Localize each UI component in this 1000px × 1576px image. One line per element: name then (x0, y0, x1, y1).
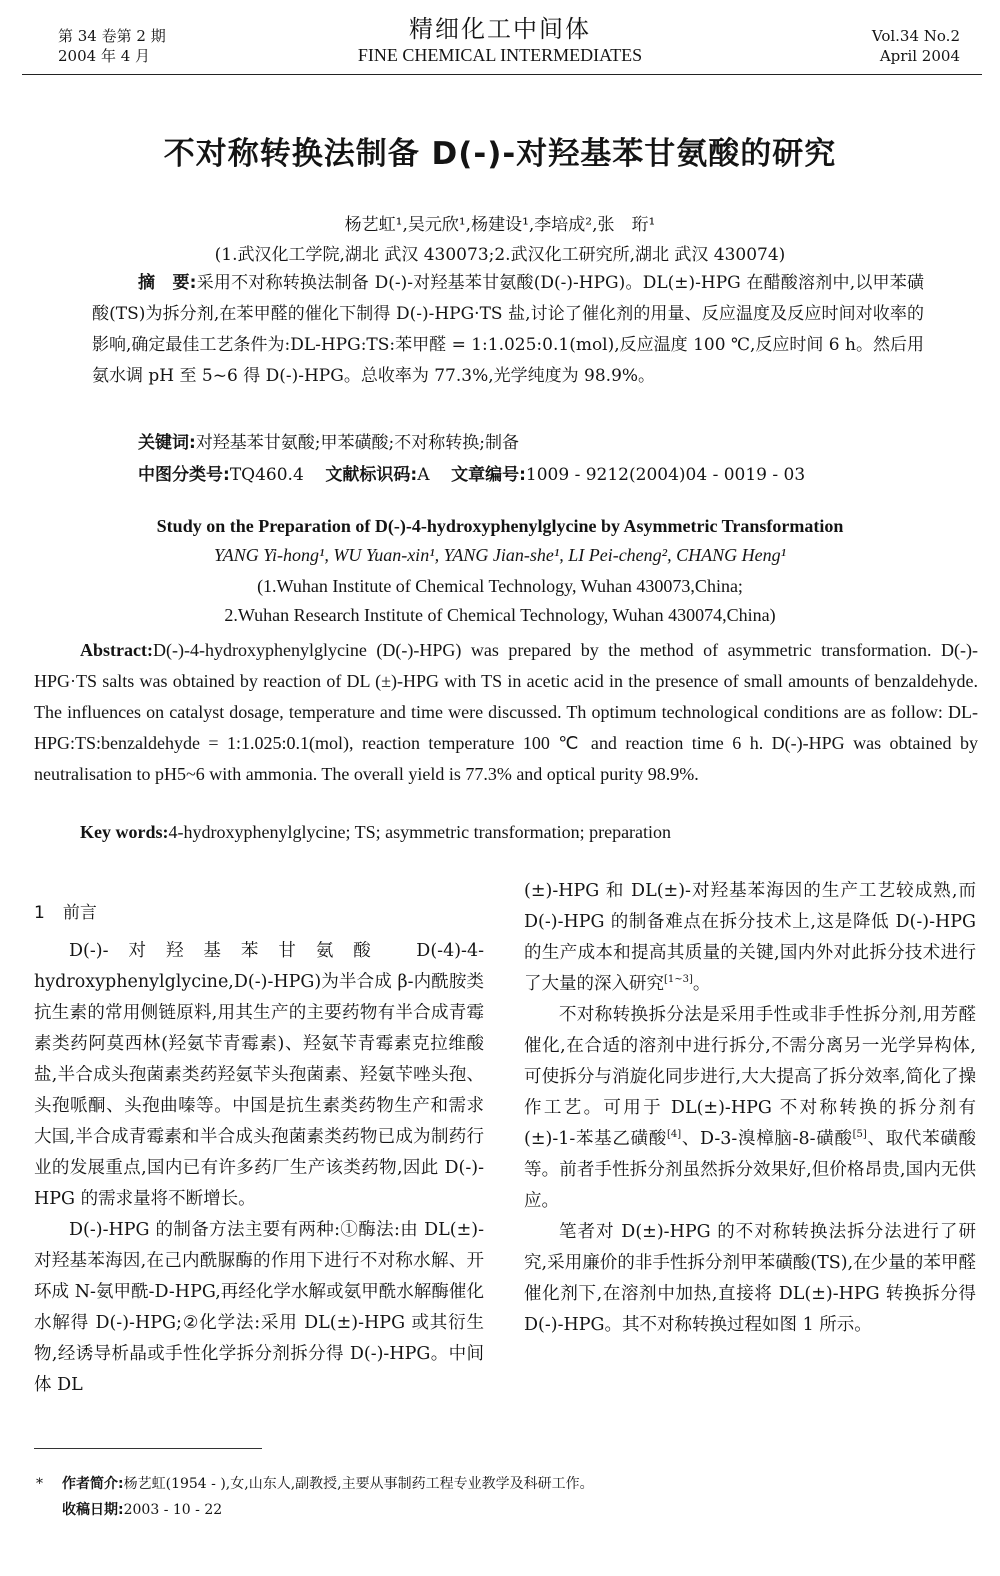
footnote-marker: * (36, 1476, 43, 1492)
section-heading (34, 898, 97, 923)
abstract-cn-text: 采用不对称转换法制备 D(-)-对羟基苯甘氨酸(D(-)-HPG)。DL(±)-HPG 在醋酸溶剂中,以甲苯磺酸(TS)为拆分剂,在苯甲醛的催化下制得 D(-)-HPG·TS 盐,讨论了催化剂的用量、反应温度及反应时间对收率的影响,确定最佳工艺条件为:DL-HPG:TS:苯甲醛 = 1:1.025:0.1(mol),反应温度 100 ℃,反应时间 6 h。然后用氨水调 pH 至 5~6 得 D(-)-HPG。总收率为 77.3%,光学纯度为 98.9%。 (92, 273, 924, 386)
footnote-received (62, 1500, 222, 1520)
body-column-left (34, 936, 484, 1401)
keywords-cn-label: 关键词: (138, 433, 196, 453)
header-date-cn: 2004 年 4 月 (58, 47, 151, 65)
header-vol-no: Vol.34 No.2 (871, 27, 960, 45)
citation-ref: [4] (666, 1129, 682, 1141)
header-date-en: April 2004 (879, 47, 960, 65)
footnote-author-text: 杨艺虹(1954 - ),女,山东人,副教授,主要从事制药工程专业教学及科研工作。 (123, 1476, 594, 1492)
abstract-cn (92, 268, 924, 392)
affiliation-en-2: 2.Wuhan Research Institute of Chemical Technology, Wuhan 430074,China) (224, 605, 776, 625)
abstract-en-label: Abstract: (80, 640, 153, 660)
citation-ref: [5] (852, 1129, 867, 1141)
footnote-rule (34, 1448, 262, 1449)
header-volume-issue: 第 34 卷第 2 期 (58, 27, 166, 45)
paragraph-text: 、取代苯磺酸等。前者手性拆分剂虽然拆分效果好,但价格昂贵,国内无供应。 (524, 1129, 976, 1211)
journal-title-en: FINE CHEMICAL INTERMEDIATES (357, 45, 643, 65)
header-rule (22, 74, 982, 75)
footnote-author-label: 作者简介: (62, 1476, 124, 1492)
abstract-cn-label: 摘 要: (138, 273, 197, 293)
doc-code-value: A (417, 465, 430, 485)
paper-title-en: Study on the Preparation of D(-)-4-hydroxyphenylglycine by Asymmetric Transformation (156, 516, 844, 536)
article-no-value: 1009 - 9212(2004)04 - 0019 - 03 (525, 465, 806, 485)
body-paragraph: D(-)-HPG 的制备方法主要有两种:①酶法:由 DL(±)-对羟基苯海因,在己内酰脲酶的作用下进行不对称水解、开环成 N-氨甲酰-D-HPG,再经化学水解或氨甲酰水解酶催化水解得 D(-)-HPG;②化学法:采用 DL(±)-HPG 或其衍生物,经诱导析晶或手性化学拆分剂拆分得 D(-)-HPG。中间体 DL (34, 1220, 484, 1395)
journal-title-cn: 精细化工中间体 (409, 15, 591, 43)
paragraph-text: 、D-3-溴樟脑-8-磺酸 (681, 1129, 853, 1149)
affiliation-cn: (1.武汉化工学院,湖北 武汉 430073;2.武汉化工研究所,湖北 武汉 430074) (214, 245, 786, 265)
citation-ref: [1~3] (664, 974, 693, 986)
body-paragraph (524, 1000, 976, 1217)
footnote-received-text: 2003 - 10 - 22 (123, 1502, 223, 1518)
paper-title-cn: 不对称转换法制备 D(-)-对羟基苯甘氨酸的研究 (163, 136, 837, 172)
paragraph-text: 。 (692, 974, 711, 994)
affiliation-en-1: (1.Wuhan Institute of Chemical Technology, Wuhan 430073,China; (257, 576, 743, 596)
keywords-en-label: Key words: (80, 822, 169, 842)
body-column-right (524, 876, 976, 1341)
doc-code-label: 文献标识码: (325, 465, 418, 485)
keywords-en-text: 4-hydroxyphenylglycine; TS; asymmetric transformation; preparation (168, 822, 672, 842)
abstract-en (34, 635, 978, 790)
footnote-author (36, 1474, 594, 1494)
body-paragraph: D(-)-对羟基苯甘氨酸 D(-4)-4-hydroxyphenylglycine,D(-)-HPG)为半合成 β-内酰胺类抗生素的常用侧链原料,用其生产的主要药物有半合成青霉素类药阿莫西林(羟氨苄青霉素)、羟氨苄青霉素克拉维酸盐,半合成头孢菌素类药羟氨苄头孢菌素、羟氨苄唑头孢、头孢哌酮、头孢曲嗪等。中国是抗生素类药物生产和需求大国,半合成青霉素和半合成头孢菌素类药物已成为制药行业的发展重点,国内已有许多药厂生产该类药物,因此 D(-)-HPG 的需求量将不断增长。 (34, 941, 484, 1209)
classification-line (138, 460, 805, 485)
authors-cn: 杨艺虹¹,吴元欣¹,杨建设¹,李培成²,张 珩¹ (344, 215, 656, 235)
footnote-received-label: 收稿日期: (62, 1502, 124, 1518)
authors-en: YANG Yi-hong¹, WU Yuan-xin¹, YANG Jian-she¹, LI Pei-cheng², CHANG Heng¹ (214, 545, 786, 565)
paragraph-text: (±)-HPG 和 DL(±)-对羟基苯海因的生产工艺较成熟,而 D(-)-HPG 的制备难点在拆分技术上,这是降低 D(-)-HPG 的生产成本和提高其质量的关键,国内外对此拆分技术进行了大量的深入研究 (524, 881, 976, 994)
clc-label: 中图分类号: (138, 465, 230, 485)
clc-value: TQ460.4 (229, 465, 304, 485)
section-title: 前言 (62, 903, 97, 923)
keywords-en (80, 822, 671, 843)
body-paragraph (524, 876, 976, 1000)
article-no-label: 文章编号: (451, 465, 526, 485)
section-number: 1 (34, 903, 45, 923)
header-journal (0, 14, 1000, 66)
body-paragraph: 笔者对 D(±)-HPG 的不对称转换法拆分法进行了研究,采用廉价的非手性拆分剂甲苯磺酸(TS),在少量的苯甲醛催化剂下,在溶剂中加热,直接将 DL(±)-HPG 转换拆分得 D(-)-HPG。其不对称转换过程如图 1 所示。 (524, 1222, 976, 1335)
keywords-cn (138, 428, 519, 453)
paragraph-text: 不对称转换拆分法是采用手性或非手性拆分剂,用芳醛催化,在合适的溶剂中进行拆分,不需分离另一光学异构体,可使拆分与消旋化同步进行,大大提高了拆分效率,简化了操作工艺。可用于 DL(±)-HPG 不对称转换的拆分剂有(±)-1-苯基乙磺酸 (524, 1005, 976, 1149)
keywords-cn-text: 对羟基苯甘氨酸;甲苯磺酸;不对称转换;制备 (195, 433, 519, 453)
abstract-en-text: D(-)-4-hydroxyphenylglycine (D(-)-HPG) was prepared by the method of asymmetric transformation. D(-)-HPG·TS salts was obtained by reaction of DL (±)-HPG with TS in acetic acid in the presence of small amounts of benzaldehyde. The influences on catalyst dosage, temperature and time were discussed. Th optimum technological conditions are as follow: DL-HPG:TS:benzaldehyde = 1:1.025:0.1(mol), reaction temperature 100 ℃ and reaction time 6 h. D(-)-HPG was obtained by neutralisation to pH5~6 with ammonia. The overall yield is 77.3% and optical purity 98.9%. (34, 640, 978, 784)
header-volume-en (872, 26, 960, 66)
